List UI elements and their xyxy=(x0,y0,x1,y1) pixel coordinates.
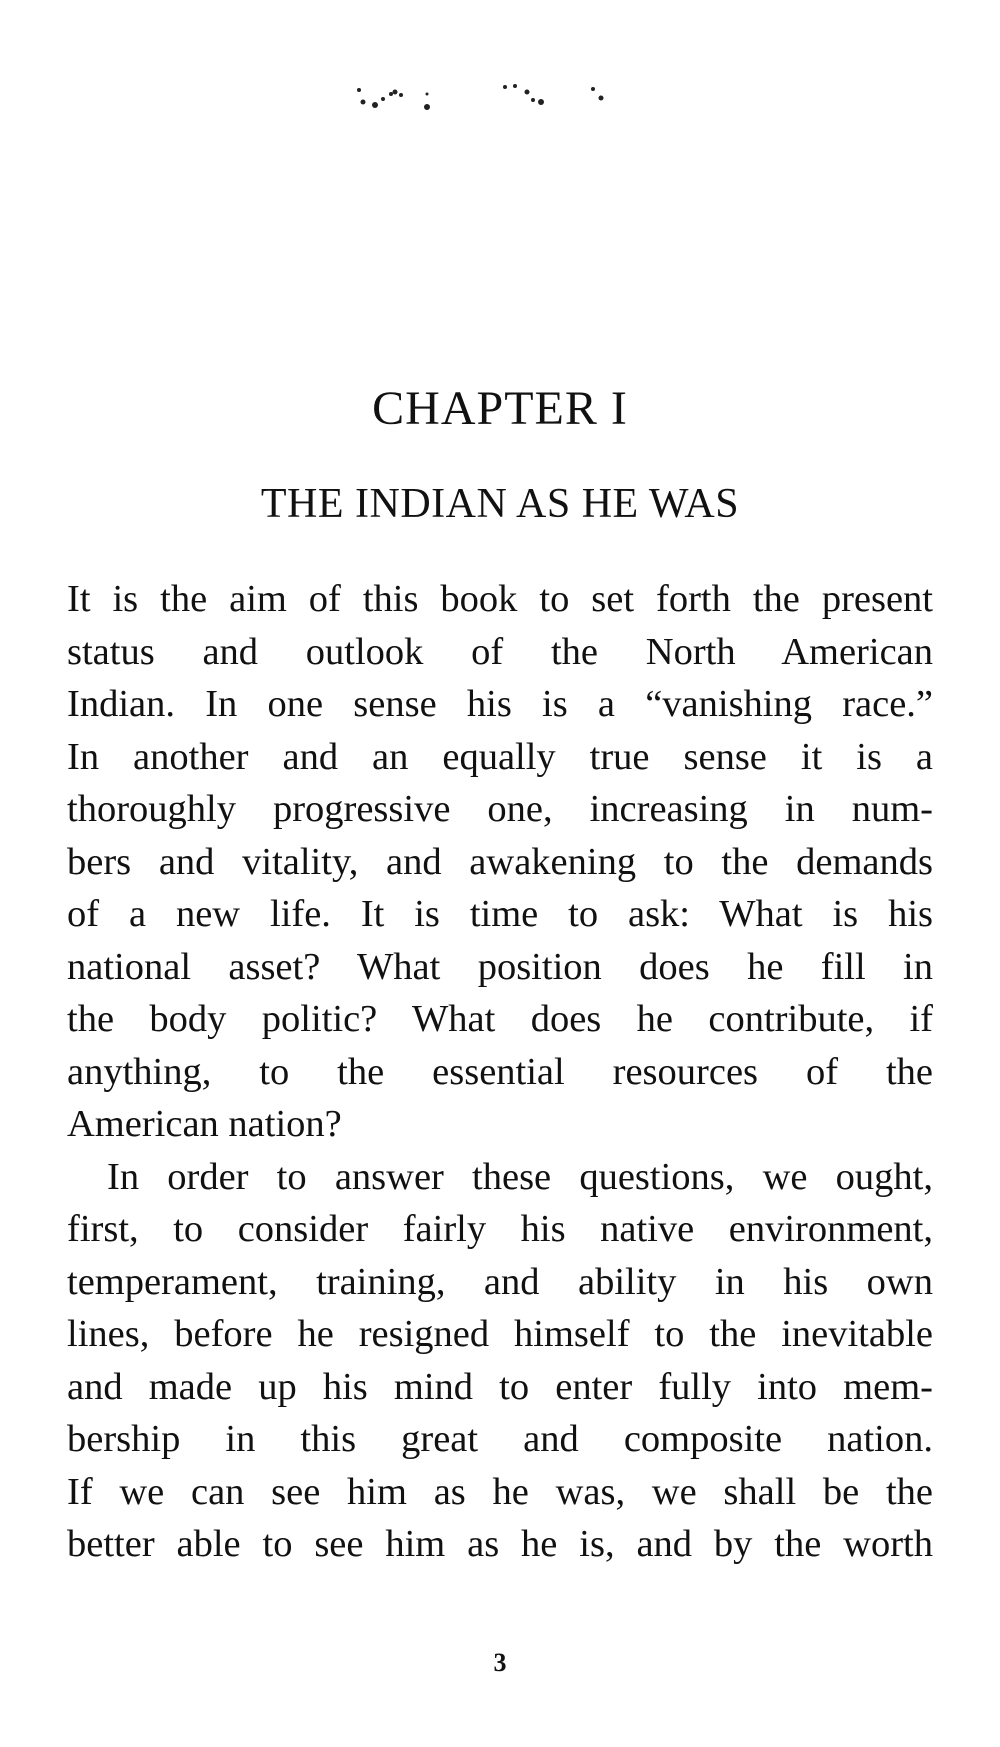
text-line: of a new life. It is time to ask: What is his xyxy=(67,893,933,935)
text-line: In another and an equally true sense it is a xyxy=(67,735,933,778)
text-line: bers and vitality, and awakening to the demands xyxy=(67,840,933,883)
body-text xyxy=(67,573,933,1571)
text-line: bership in this great and composite nation. xyxy=(67,1418,933,1460)
text-line: temperament, training, and ability in his own xyxy=(67,1260,933,1303)
text-line: national asset? What position does he fill in xyxy=(67,945,933,988)
text-line: first, to consider fairly his native environment, xyxy=(67,1208,933,1250)
print-specks xyxy=(355,80,675,120)
text-line: American nation? xyxy=(67,1103,342,1145)
text-line: In order to answer these questions, we ought, xyxy=(107,1155,933,1198)
text-line: If we can see him as he was, we shall be the xyxy=(67,1470,933,1513)
chapter-title: THE INDIAN AS HE WAS xyxy=(260,481,740,527)
paragraph xyxy=(67,573,933,1151)
chapter-heading: CHAPTER I xyxy=(372,382,628,435)
paragraph xyxy=(67,1151,933,1571)
text-line: status and outlook of the North American xyxy=(67,630,933,673)
text-line: and made up his mind to enter fully into mem- xyxy=(67,1365,933,1408)
text-line: anything, to the essential resources of the xyxy=(67,1050,933,1093)
text-line: It is the aim of this book to set forth the present xyxy=(67,578,933,620)
text-line: Indian. In one sense his is a “vanishing race.” xyxy=(67,683,933,725)
text-line: lines, before he resigned himself to the inevitable xyxy=(67,1313,933,1355)
text-line: the body politic? What does he contribute, if xyxy=(67,998,933,1040)
text-line: better able to see him as he is, and by the worth xyxy=(67,1523,933,1565)
page-number: 3 xyxy=(493,1648,507,1677)
text-line: thoroughly progressive one, increasing in num- xyxy=(67,788,933,830)
